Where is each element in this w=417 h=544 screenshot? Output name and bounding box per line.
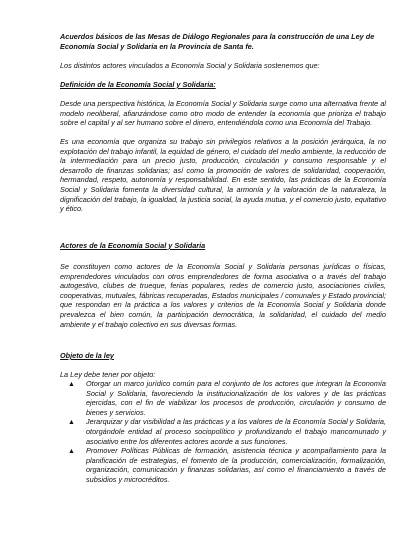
object-bullet-list: [60, 379, 386, 485]
list-item: [60, 379, 386, 417]
section-heading-object: Objeto de la ley: [60, 351, 114, 360]
object-intro: La Ley debe tener por objeto:: [60, 370, 156, 379]
section-heading-definition: Definición de la Economía Social y Solidaria:: [60, 80, 216, 89]
bullet-text: Otorgar un marco jurídico común para el conjunto de los actores que integran la Economía Social y Solidaria, favoreciendo la institucionalización de los valores y de las prácticas ejercidas, con el fin de viabilizar los procesos de producción, circulación y consumo de bienes y servicios.: [86, 379, 386, 417]
bullet-text: Jerarquizar y dar visibilidad a las prácticas y a los valores de la Economía Social y Solidaria, otorgándole entidad al proceso sociopolítico y profundizando el trabajo mancomunado y asociativo entre los diferentes actores acorde a sus funciones.: [86, 417, 386, 446]
list-item: [60, 417, 386, 446]
definition-paragraph-1: Desde una perspectiva histórica, la Economía Social y Solidaria surge como una alternativa frente al modelo neoliberal, afianzándose como otro modo de entender la economía que prioriza el trabajo sobre el capital y al ser humano sobre el dinero, entendiéndola como una Economía del Trabajo.: [60, 99, 386, 128]
triangle-bullet-icon: ▲: [68, 381, 75, 388]
triangle-bullet-icon: ▲: [68, 419, 75, 427]
definition-paragraph-2: Es una economía que organiza su trabajo sin privilegios relativos a la posición jerárquica, la no explotación del trabajo infantil, la equidad de género, el cuidado del medio ambiente, la reducción de la intermediación para un precio justo, producción, circulación y consumo responsable y el desarrollo de finanzas solidarias; así como la promoción de valores de solidaridad, cooperación, hermandad, respeto, autonomía y responsabilidad. En este sentido, las prácticas de la Economía Social y Solidaria fomenta la diversidad cultural, la armonía y la valoración de la naturaleza, la dignificación del trabajo, la igualdad, la justicia social, la ayuda mutua, y el comercio justo, equitativo y ético.: [60, 137, 386, 214]
list-item: [60, 446, 386, 484]
section-heading-actors: Actores de la Economía Social y Solidaria: [60, 241, 206, 250]
bullet-text: Promover Políticas Públicas de formación, asistencia técnica y acompañamiento para la planificación de estrategias, el fomento de la producción, comercialización, formalización, organización, comunicación y finanzas solidarias, así como el financiamiento a través de subsidios y microcréditos.: [86, 446, 386, 484]
actors-paragraph: Se constituyen como actores de la Economía Social y Solidaria personas jurídicas o físicas, emprendedores vinculados con otros emprendedores de forma asociativa o a través del trabajo autogestivo, clubes de trueque, ferias populares, redes de comercio justo, asociaciones civiles, cooperativas, mutuales, fábricas recuperadas, Estados municipales / comunales y Estado provincial; que respondan en la práctica a los valores y criterios de la Economía Social y Solidaria donde prevalezca el bien común, la participación democrática, la solidaridad, el cuidado del medio ambiente y el trabajo colectivo en sus diversas formas.: [60, 262, 386, 329]
intro-paragraph: Los distintos actores vinculados a Economía Social y Solidaria sostenemos que:: [60, 61, 320, 70]
document-title: Acuerdos básicos de las Mesas de Diálogo Regionales para la construcción de una Ley de Economía Social y Solidaria en la Provincia de Santa fe.: [60, 32, 375, 51]
triangle-bullet-icon: ▲: [68, 448, 75, 456]
